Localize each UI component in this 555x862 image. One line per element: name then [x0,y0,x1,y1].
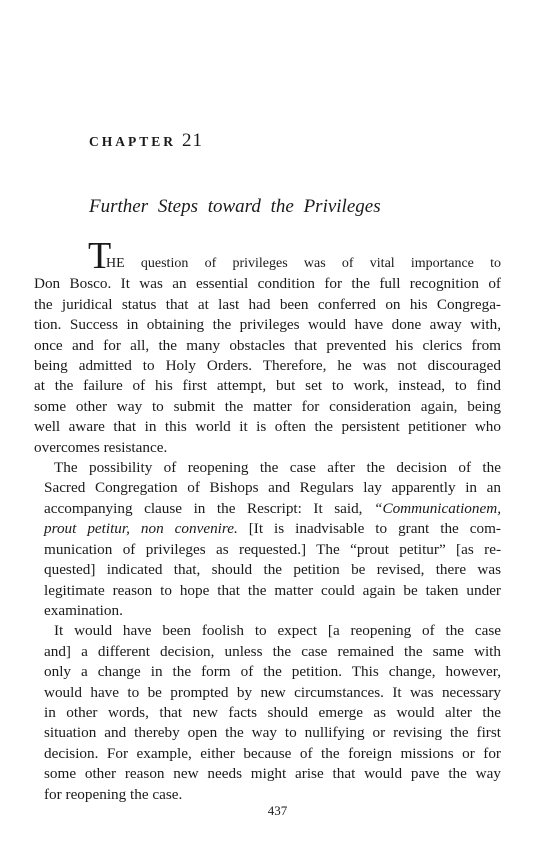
text-line: It would have been foolish to expect [a reopening of the case [54,622,501,640]
text-line: quested] indicated that, should the petition be revised, there was [44,561,501,579]
page-number: 437 [267,803,288,818]
text-line: Sacred Congregation of Bishops and Regulars lay apparently in an [44,479,501,497]
paragraph-3 [34,621,501,805]
text-segment: [It is inadvisable to grant the com- [237,520,501,538]
text-line: examination. [44,601,123,619]
text-line: only a change in the form of the petition. This change, however, [44,663,501,681]
latin-quote: “Communicationem, [374,499,501,517]
text-line [34,499,501,519]
text-line: some other way to submit the matter for consideration again, being [34,397,501,415]
text-segment: accompanying clause in the Rescript: It said, [44,499,375,517]
text-line: situation and thereby open the way to nullifying or revising the first [44,724,501,742]
text-line [34,519,501,539]
paragraph-1 [34,235,501,458]
text-line: decision. For example, either because of the foreign missions or for [44,744,501,762]
text-line: would have to be prompted by new circumstances. It was necessary [44,683,501,701]
body-text [34,235,501,805]
text-line: being admitted to Holy Orders. Therefore, he was not discouraged [34,357,501,375]
text-line: The possibility of reopening the case after the decision of the [54,459,501,477]
drop-cap: T [88,235,112,277]
paragraph-2 [34,458,501,621]
chapter-number: 21 [182,130,204,151]
text-line: tion. Success in obtaining the privileges would have done away with, [34,316,501,334]
chapter-word: CHAPTER [89,134,177,149]
first-line [34,235,501,277]
text-line: once and for all, the many obstacles that prevented his clerics from [34,336,501,354]
first-line-text: HE question of privileges was of vital importance to [106,256,501,271]
text-line: some other reason new needs might arise that would pave the way [44,765,501,783]
text-line: legitimate reason to hope that the matter could again be taken under [44,581,501,599]
text-line: munication of privileges as requested.] The “prout petitur” [as re- [44,540,501,558]
text-line: in other words, that new facts should emerge as would alter the [44,703,501,721]
chapter-title: Further Steps toward the Privileges [89,196,381,217]
text-line: well aware that in this world it is often the persistent petitioner who [34,418,501,436]
text-line: at the failure of his first attempt, but set to work, instead, to find [34,377,501,395]
text-line: the juridical status that at last had been conferred on his Congrega- [34,295,501,313]
text-line: for reopening the case. [44,785,183,803]
text-line: Don Bosco. It was an essential condition for the full recognition of [34,275,501,293]
latin-quote: prout petitur, non convenire. [44,520,238,538]
chapter-label [89,130,203,152]
text-line: and] a different decision, unless the case remained the same with [44,642,501,660]
text-line: overcomes resistance. [34,438,168,456]
